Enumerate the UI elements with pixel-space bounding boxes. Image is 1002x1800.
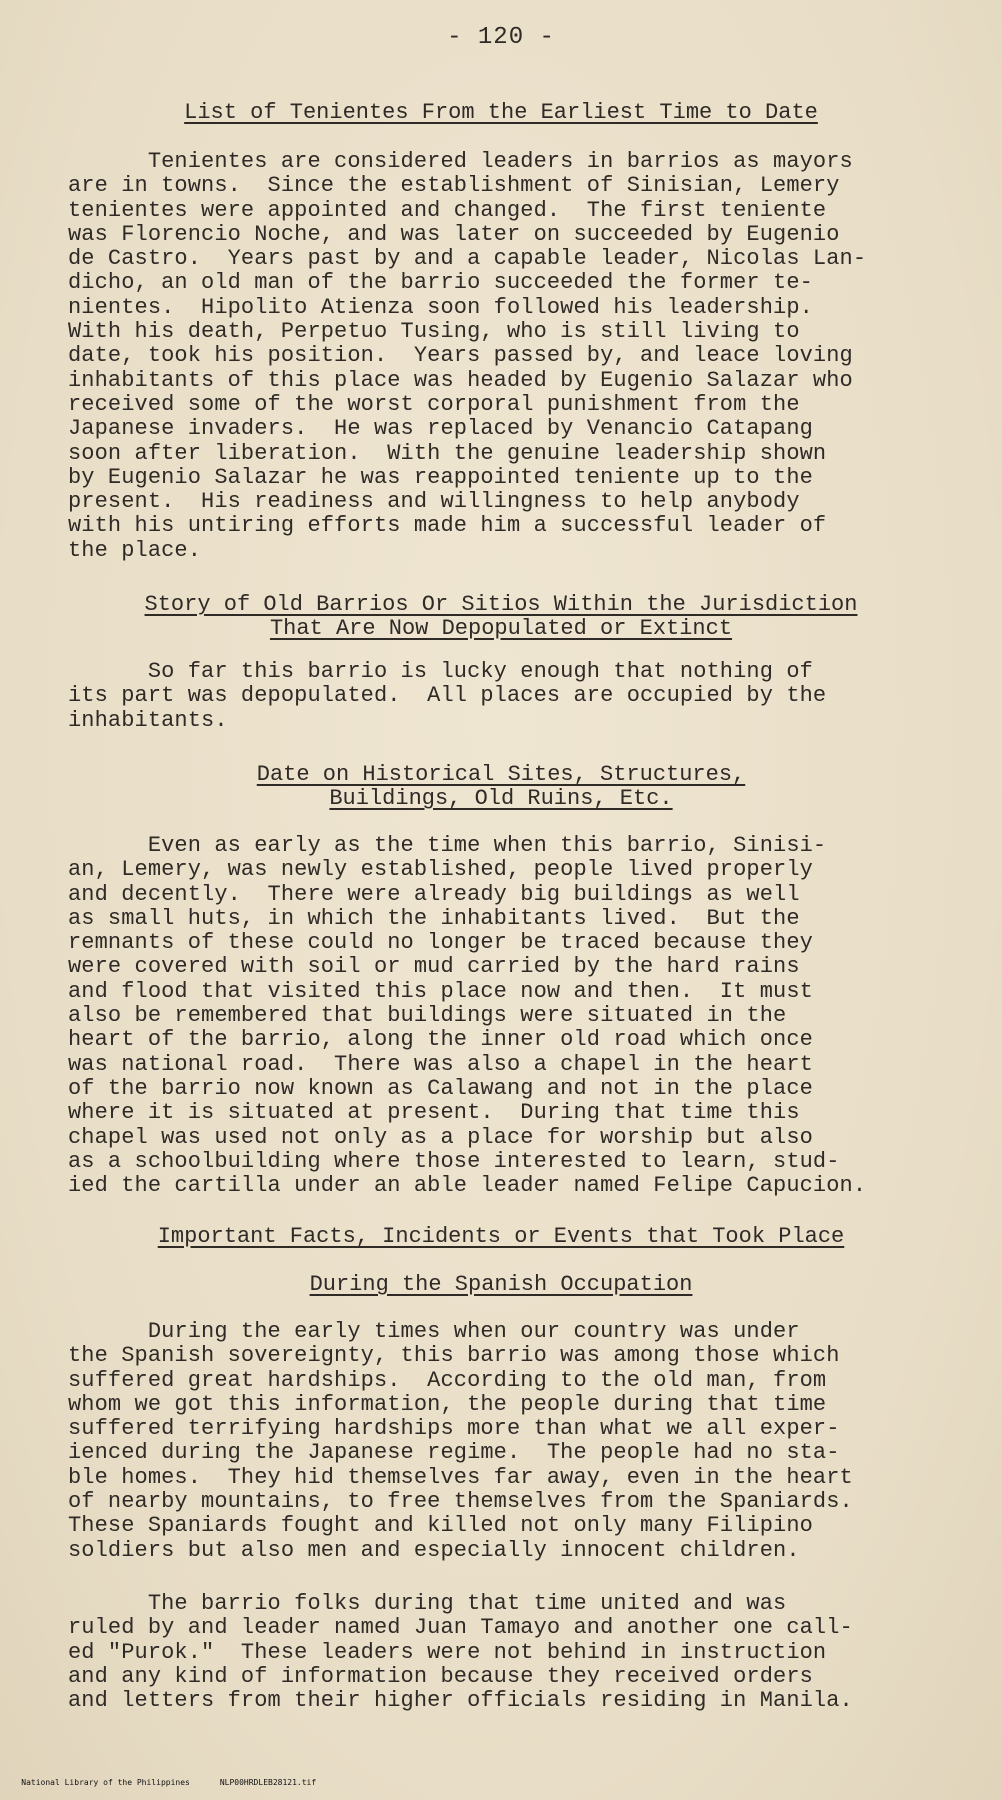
text-line: remnants of these could no longer be traced because they <box>68 930 813 956</box>
text-line: soon after liberation. With the genuine leadership shown <box>68 440 827 466</box>
text-line: the place. <box>68 537 202 563</box>
text-line: chapel was used not only as a place for worship but also <box>68 1124 813 1150</box>
text-line: as small huts, in which the inhabitants lived. But the <box>68 905 800 931</box>
text-line: were covered with soil or mud carried by the hard rains <box>68 954 800 980</box>
scan-footer <box>2 1769 316 1796</box>
text-line: ied the cartilla under an able leader named Felipe Capucion. <box>68 1173 867 1199</box>
text-line: as a schoolbuilding where those interested to learn, stud- <box>68 1148 840 1174</box>
text-line: suffered terrifying hardships more than what we all exper- <box>68 1416 840 1442</box>
text-line: its part was depopulated. All places are occupied by the <box>68 683 827 709</box>
text-line: ed "Purok." These leaders were not behind in instruction <box>68 1639 827 1665</box>
text-line: During the early times when our country was under <box>68 1319 800 1344</box>
text-line: Tenientes are considered leaders in barrios as mayors <box>68 149 853 174</box>
text-line: was national road. There was also a chapel in the heart <box>68 1051 813 1077</box>
historical-sites-paragraph <box>68 834 958 1198</box>
text-line: of nearby mountains, to free themselves from the Spaniards. <box>68 1489 853 1515</box>
text-line: and decently. There were already big buildings as well <box>68 881 800 907</box>
historical-sites-heading-line1: Date on Historical Sites, Structures, <box>256 762 746 787</box>
footer-file-id: NLP00HRDLEB28121.tif <box>219 1778 317 1787</box>
text-line: ble homes. They hid themselves far away, even in the heart <box>68 1464 853 1490</box>
text-line: by Eugenio Salazar he was reappointed teniente up to the <box>68 464 813 490</box>
spanish-occupation-paragraph-2 <box>68 1592 958 1713</box>
text-line: and flood that visited this place now and then. It must <box>68 978 813 1004</box>
old-barrios-paragraph <box>68 660 958 733</box>
text-line: the Spanish sovereignty, this barrio was among those which <box>68 1343 840 1369</box>
text-line: So far this barrio is lucky enough that nothing of <box>68 659 813 684</box>
spanish-occupation-subheading: During the Spanish Occupation <box>309 1272 693 1297</box>
text-line: with his untiring efforts made him a successful leader of <box>68 513 827 539</box>
text-line: These Spaniards fought and killed not only many Filipino <box>68 1513 813 1539</box>
text-line: heart of the barrio, along the inner old road which once <box>68 1027 813 1053</box>
text-line: and letters from their higher officials residing in Manila. <box>68 1688 853 1714</box>
text-line: of the barrio now known as Calawang and not in the place <box>68 1075 813 1101</box>
text-line: de Castro. Years past by and a capable leader, Nicolas Lan- <box>68 246 867 272</box>
text-line: ruled by and leader named Juan Tamayo and another one call- <box>68 1615 853 1641</box>
text-line: whom we got this information, the people during that time <box>68 1391 827 1417</box>
footer-library: National Library of the Philippines <box>21 1778 190 1787</box>
text-line: tenientes were appointed and changed. The first teniente <box>68 197 827 223</box>
text-line: are in towns. Since the establishment of Sinisian, Lemery <box>68 173 840 199</box>
text-line: The barrio folks during that time united and was <box>68 1591 787 1616</box>
text-line: an, Lemery, was newly established, people lived properly <box>68 857 813 883</box>
text-line: where it is situated at present. During that time this <box>68 1100 800 1126</box>
old-barrios-heading-line1: Story of Old Barrios Or Sitios Within the Jurisdiction <box>144 592 858 617</box>
text-line: inhabitants. <box>68 707 228 733</box>
tenientes-paragraph <box>68 150 958 563</box>
text-line: Even as early as the time when this barrio, Sinisi- <box>68 833 827 858</box>
spanish-occupation-paragraph-1 <box>68 1320 958 1563</box>
text-line: suffered great hardships. According to the old man, from <box>68 1367 827 1393</box>
text-line: was Florencio Noche, and was later on succeeded by Eugenio <box>68 221 840 247</box>
text-line: date, took his position. Years passed by, and leace loving <box>68 343 853 369</box>
text-line: dicho, an old man of the barrio succeeded the former te- <box>68 270 813 296</box>
text-line: Japanese invaders. He was replaced by Venancio Catapang <box>68 416 813 442</box>
old-barrios-heading-line2: That Are Now Depopulated or Extinct <box>269 616 733 641</box>
text-line: ienced during the Japanese regime. The people had no sta- <box>68 1440 840 1466</box>
text-line: With his death, Perpetuo Tusing, who is still living to <box>68 319 800 345</box>
important-facts-heading: Important Facts, Incidents or Events that Took Place <box>157 1224 845 1249</box>
text-line: also be remembered that buildings were situated in the <box>68 1003 787 1029</box>
text-line: present. His readiness and willingness to help anybody <box>68 489 800 515</box>
text-line: soldiers but also men and especially innocent children. <box>68 1537 800 1563</box>
text-line: and any kind of information because they received orders <box>68 1663 813 1689</box>
tenientes-heading: List of Tenientes From the Earliest Time to Date <box>184 100 818 125</box>
text-line: nientes. Hipolito Atienza soon followed his leadership. <box>68 294 813 320</box>
text-line: inhabitants of this place was headed by Eugenio Salazar who <box>68 367 853 393</box>
text-line: received some of the worst corporal punishment from the <box>68 391 800 417</box>
historical-sites-heading-line2: Buildings, Old Ruins, Etc. <box>329 786 673 811</box>
page-number: - 120 - <box>447 24 555 51</box>
